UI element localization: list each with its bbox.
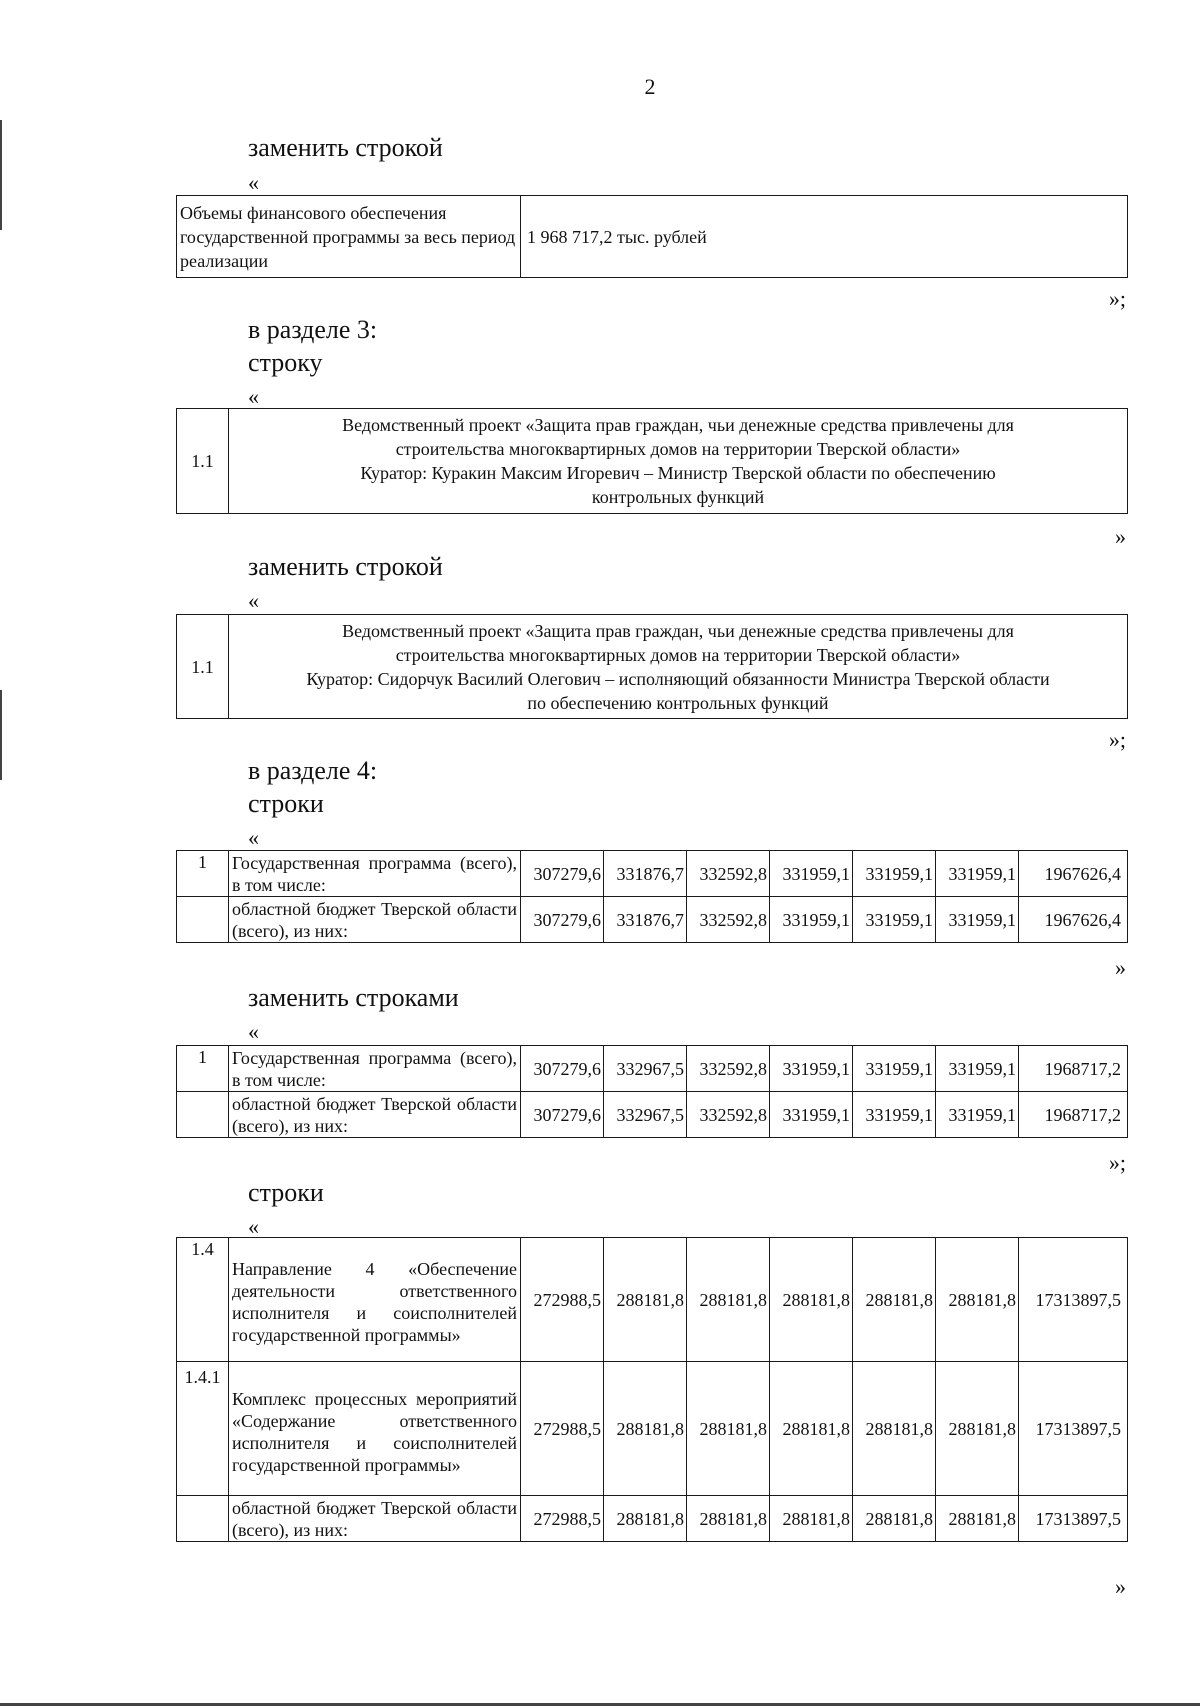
value-cell: 331959,1 (853, 851, 936, 897)
section4-rows2-table (176, 1237, 1128, 1542)
funding-value: 1 968 717,2 тыс. рублей (521, 196, 1128, 278)
value-cell: 288181,8 (770, 1238, 853, 1362)
section4-old-table (176, 850, 1128, 943)
value-cell: 332967,5 (604, 1046, 687, 1092)
row-index: 1 (177, 1046, 229, 1092)
value-cell: 331959,1 (853, 1092, 936, 1138)
row-index: 1 (177, 851, 229, 897)
project-old-table (176, 408, 1128, 514)
scan-edge-left (0, 120, 2, 230)
value-cell: 331876,7 (604, 897, 687, 943)
total-cell: 1968717,2 (1019, 1092, 1128, 1138)
heading-replace-rows: заменить строками (248, 983, 459, 1012)
close-quote-semicolon: »; (1108, 286, 1126, 311)
project-old-index: 1.1 (177, 409, 229, 514)
row-name: Направление 4 «Обеспечение деятельности ответственного исполнителя и соисполнителей государственной программы» (229, 1238, 521, 1362)
total-cell: 1967626,4 (1019, 897, 1128, 943)
value-cell: 307279,6 (521, 897, 604, 943)
value-cell: 331959,1 (936, 851, 1019, 897)
total-cell: 1967626,4 (1019, 851, 1128, 897)
value-cell: 288181,8 (770, 1496, 853, 1542)
value-cell: 272988,5 (521, 1496, 604, 1542)
total-cell: 1968717,2 (1019, 1046, 1128, 1092)
row-index (177, 1496, 229, 1542)
open-quote: « (248, 1214, 259, 1239)
value-cell: 288181,8 (604, 1496, 687, 1542)
scan-edge-left-2 (0, 690, 2, 780)
value-cell: 272988,5 (521, 1362, 604, 1496)
heading-rows: строки (248, 789, 324, 818)
close-quote: » (1115, 955, 1126, 980)
value-cell: 332592,8 (687, 851, 770, 897)
project-new-table (176, 614, 1128, 719)
total-cell: 17313897,5 (1019, 1238, 1128, 1362)
project-new-description (229, 615, 1128, 719)
project-new-line: по обеспечению контрольных функций (527, 692, 829, 713)
value-cell: 288181,8 (687, 1238, 770, 1362)
table-row (177, 1496, 1128, 1542)
value-cell: 331959,1 (853, 1046, 936, 1092)
value-cell: 288181,8 (853, 1496, 936, 1542)
row-name: областной бюджет Тверской области (всего), из них: (229, 1496, 521, 1542)
value-cell: 332967,5 (604, 1092, 687, 1138)
value-cell: 288181,8 (687, 1496, 770, 1542)
scan-edge-bottom (0, 1703, 1200, 1706)
open-quote: « (248, 170, 259, 195)
value-cell: 332592,8 (687, 897, 770, 943)
funding-table (176, 195, 1128, 278)
section4-new-table (176, 1045, 1128, 1138)
value-cell: 288181,8 (936, 1238, 1019, 1362)
value-cell: 331876,7 (604, 851, 687, 897)
page-number: 2 (644, 74, 656, 99)
value-cell: 331959,1 (770, 851, 853, 897)
value-cell: 331959,1 (936, 897, 1019, 943)
row-name: Комплекс процессных мероприятий «Содержание ответственного исполнителя и соисполнителей государственной программы» (229, 1362, 521, 1496)
heading-row: строку (248, 348, 323, 377)
value-cell: 331959,1 (770, 1092, 853, 1138)
project-new-line: Ведомственный проект «Защита прав граждан, чьи денежные средства привлечены для (342, 620, 1014, 641)
value-cell: 332592,8 (687, 1046, 770, 1092)
heading-section-3: в разделе 3: (248, 315, 378, 344)
table-row (177, 1046, 1128, 1092)
row-name: Государственная программа (всего), в том числе: (229, 1046, 521, 1092)
value-cell: 272988,5 (521, 1238, 604, 1362)
open-quote: « (248, 825, 259, 850)
funding-label: Объемы финансового обеспечения государственной программы за весь период реализации (177, 196, 521, 278)
table-row (177, 851, 1128, 897)
value-cell: 288181,8 (604, 1362, 687, 1496)
row-index (177, 1092, 229, 1138)
project-new-line: Куратор: Сидорчук Василий Олегович – исполняющий обязанности Министра Тверской области (306, 668, 1050, 689)
value-cell: 331959,1 (770, 1046, 853, 1092)
value-cell: 288181,8 (853, 1362, 936, 1496)
open-quote: « (248, 588, 259, 613)
value-cell: 288181,8 (604, 1238, 687, 1362)
row-name: Государственная программа (всего), в том числе: (229, 851, 521, 897)
table-row (177, 897, 1128, 943)
close-quote: » (1115, 524, 1126, 549)
heading-rows-2: строки (248, 1178, 324, 1207)
table-row (177, 1092, 1128, 1138)
row-index: 1.4 (177, 1238, 229, 1362)
value-cell: 307279,6 (521, 1092, 604, 1138)
heading-replace-row: заменить строкой (248, 133, 443, 162)
value-cell: 332592,8 (687, 1092, 770, 1138)
value-cell: 288181,8 (853, 1238, 936, 1362)
value-cell: 307279,6 (521, 1046, 604, 1092)
project-old-line: Ведомственный проект «Защита прав граждан, чьи денежные средства привлечены для (342, 415, 1014, 435)
close-quote-semicolon: »; (1108, 1150, 1126, 1175)
row-name: областной бюджет Тверской области (всего), из них: (229, 897, 521, 943)
project-old-description (229, 409, 1128, 514)
value-cell: 288181,8 (936, 1362, 1019, 1496)
value-cell: 331959,1 (770, 897, 853, 943)
value-cell: 331959,1 (853, 897, 936, 943)
project-new-line: строительства многоквартирных домов на территории Тверской области» (395, 644, 961, 665)
value-cell: 307279,6 (521, 851, 604, 897)
table-row (177, 1362, 1128, 1496)
close-quote-semicolon: »; (1108, 727, 1126, 752)
project-old-line: Куратор: Куракин Максим Игоревич – Министр Тверской области по обеспечению (360, 463, 996, 483)
value-cell: 331959,1 (936, 1092, 1019, 1138)
total-cell: 17313897,5 (1019, 1362, 1128, 1496)
project-old-line: строительства многоквартирных домов на территории Тверской области» (395, 439, 961, 459)
row-index: 1.4.1 (177, 1362, 229, 1496)
open-quote: « (248, 384, 259, 409)
project-new-index: 1.1 (177, 615, 229, 719)
value-cell: 331959,1 (936, 1046, 1019, 1092)
value-cell: 288181,8 (770, 1362, 853, 1496)
project-old-line: контрольных функций (591, 487, 765, 507)
row-name: областной бюджет Тверской области (всего), из них: (229, 1092, 521, 1138)
heading-section-4: в разделе 4: (248, 756, 378, 785)
close-quote: » (1115, 1574, 1126, 1599)
row-index (177, 897, 229, 943)
total-cell: 17313897,5 (1019, 1496, 1128, 1542)
heading-replace-row-2: заменить строкой (248, 552, 443, 581)
open-quote: « (248, 1019, 259, 1044)
value-cell: 288181,8 (936, 1496, 1019, 1542)
value-cell: 288181,8 (687, 1362, 770, 1496)
table-row (177, 1238, 1128, 1362)
